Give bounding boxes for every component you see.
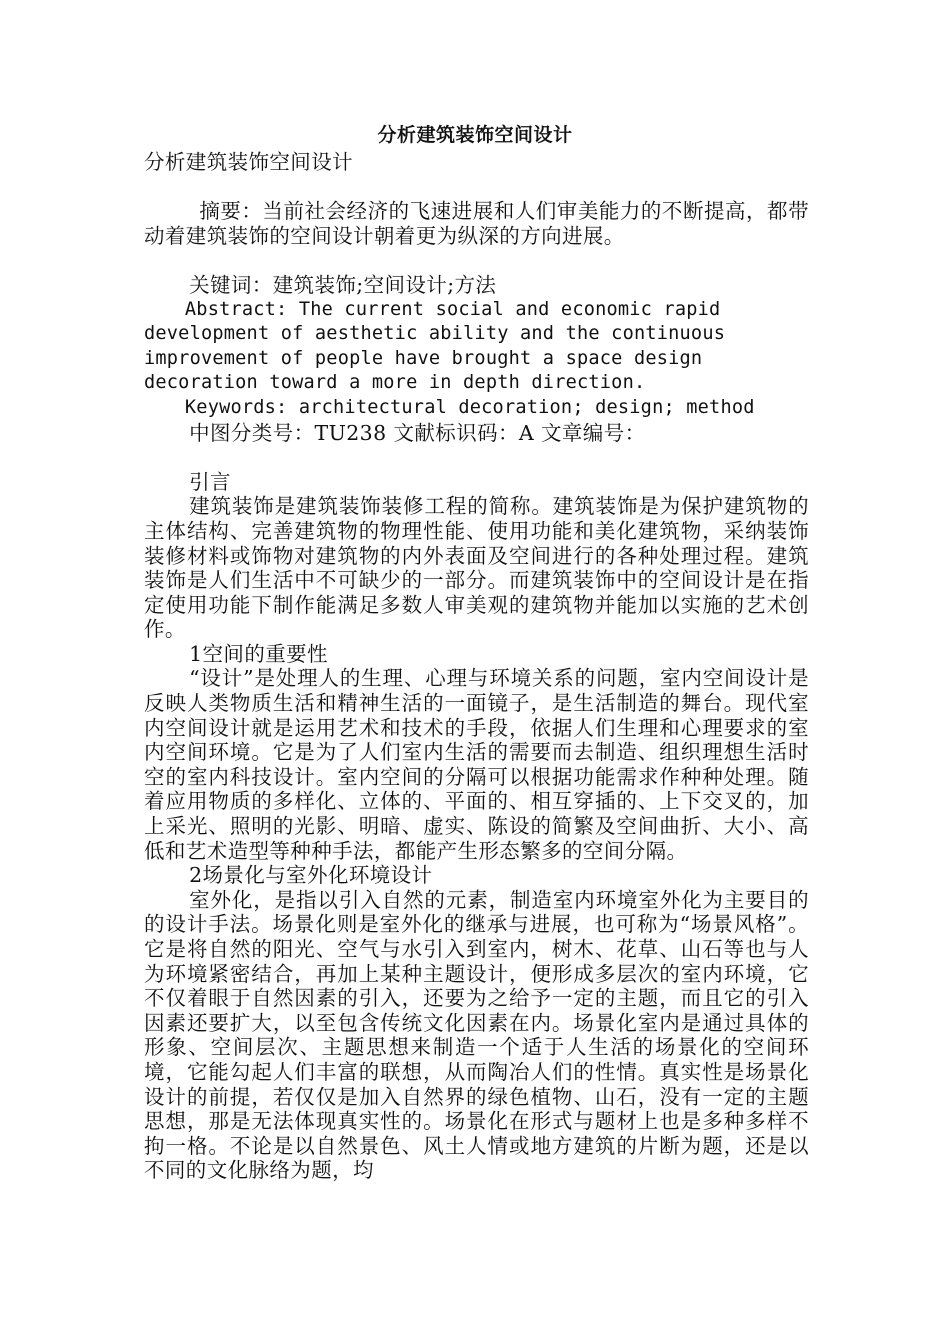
intro-heading: 引言 — [189, 469, 231, 494]
abstract-en: Abstract: The current social and economic rapid development of aesthetic ability and the continuous improvement of people have brought a space design decoration toward a more in depth direction. — [144, 298, 726, 394]
abstract-cn: 摘要：当前社会经济的飞速进展和人们审美能力的不断提高，都带动着建筑装饰的空间设计朝着更为纵深的方向进展。 — [144, 199, 809, 248]
section2-paragraph: 室外化，是指以引入自然的元素，制造室内环境室外化为主要目的的设计手法。场景化则是室外化的继承与进展，也可称为“场景风格”。它是将自然的阳光、空气与水引入到室内，树木、花草、山石等也与人为环境紧密结合，再加上某种主题设计，便形成多层次的室内环境，它不仅着眼于自然因素的引入，还要为之给予一定的主题，而且它的引入因素还要扩大，以至包含传统文化因素在内。场景化室内是通过具体的形象、空间层次、主题思想来制造一个适于人生活的场景化的空间环境，它能勾起人们丰富的联想，从而陶冶人们的性情。真实性是场景化设计的前提，若仅仅是加入自然界的绿色植物、山石，没有一定的主题思想，那是无法体现真实性的。场景化在形式与题材上也是多种多样不拘一格。不论是以自然景色、风土人情或地方建筑的片断为题，还是以不同的文化脉络为题，均 — [144, 887, 809, 1183]
section2-heading: 2场景化与室外化环境设计 — [189, 863, 433, 888]
classification-line: 中图分类号：TU238 文献标识码：A 文章编号： — [189, 420, 646, 445]
spacer — [144, 248, 809, 273]
document-body — [144, 150, 809, 1183]
keywords-en: Keywords: architectural decoration; design; method — [184, 396, 755, 418]
section1-paragraph: “设计”是处理人的生理、心理与环境关系的问题，室内空间设计是反映人类物质生活和精神生活的一面镜子，是生活制造的舞台。现代室内空间设计就是运用艺术和技术的手段，依据人们生理和心理要求的室内空间环境。它是为了人们室内生活的需要而去制造、组织理想生活时空的室内科技设计。室内空间的分隔可以根据功能需求作种种处理。随着应用物质的多样化、立体的、平面的、相互穿插的、上下交叉的，加上采光、照明的光影、明暗、虚实、陈设的简繁及空间曲折、大小、高低和艺术造型等种种手法，都能产生形态繁多的空间分隔。 — [144, 666, 809, 863]
intro-paragraph: 建筑装饰是建筑装饰装修工程的简称。建筑装饰是为保护建筑物的主体结构、完善建筑物的物理性能、使用功能和美化建筑物，采纳装饰装修材料或饰物对建筑物的内外表面及空间进行的各种处理过程。建筑装饰是人们生活中不可缺少的一部分。而建筑装饰中的空间设计是在指定使用功能下制作能满足多数人审美观的建筑物并能加以实施的艺术创作。 — [144, 494, 809, 642]
document-title: 分析建筑装饰空间设计 — [377, 124, 573, 146]
document-subtitle: 分析建筑装饰空间设计 — [144, 150, 353, 174]
spacer — [144, 175, 809, 200]
section1-heading: 1空间的重要性 — [189, 641, 328, 666]
spacer — [144, 445, 809, 470]
keywords-cn: 关键词：建筑装饰;空间设计;方法 — [189, 272, 497, 297]
